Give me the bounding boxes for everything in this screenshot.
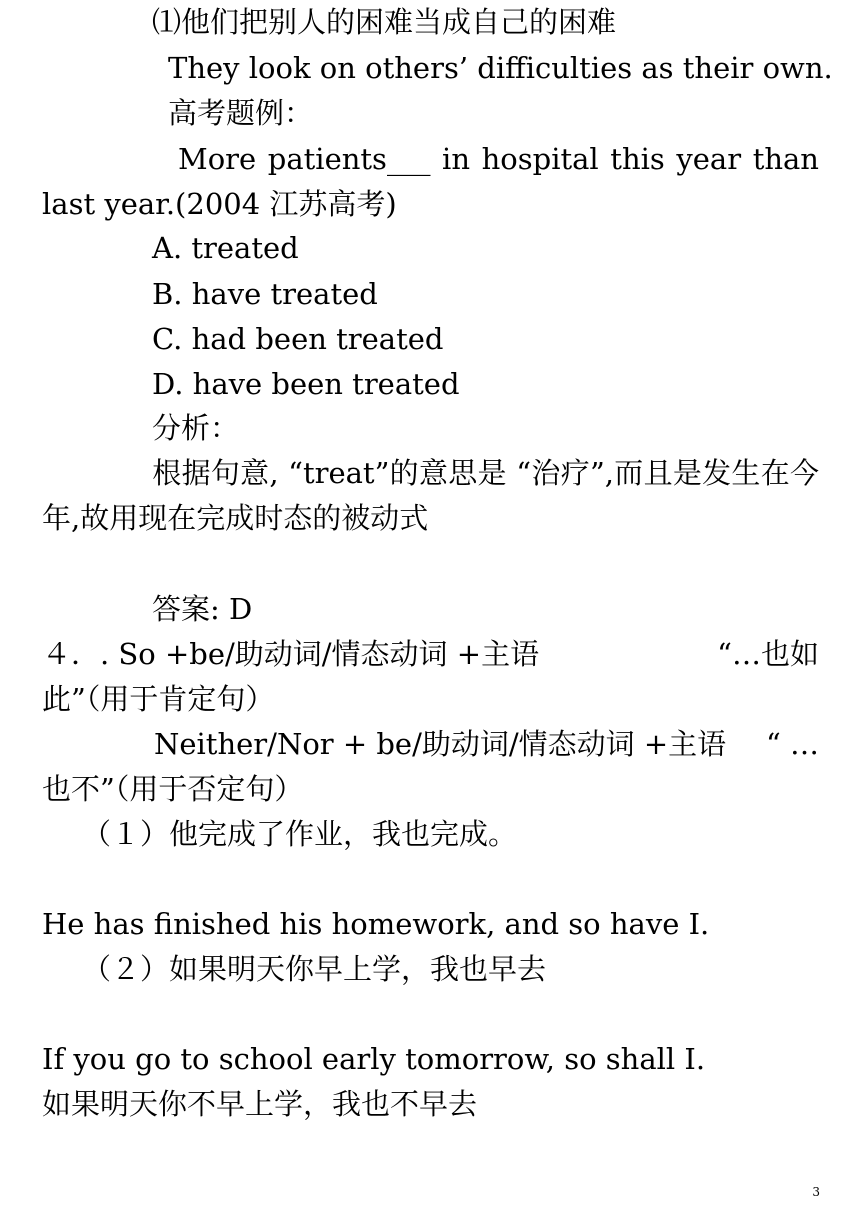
rule-so-text: ４．. So +be/助动词/情态动词 +主语 xyxy=(42,637,540,671)
example-so-1-chinese: （１）他完成了作业，我也完成。 xyxy=(82,817,518,851)
example-1-chinese: ⑴他们把别人的困难当成自己的困难 xyxy=(152,5,617,39)
example-so-2-chinese: （２）如果明天你早上学，我也早去 xyxy=(82,952,547,986)
rule-neither-continuation: 也不”（用于否定句） xyxy=(42,772,304,806)
rule-so-continuation: 此”（用于肯定句） xyxy=(42,682,275,716)
analysis-text xyxy=(42,451,819,541)
answer: 答案: D xyxy=(152,592,253,626)
page-number: 3 xyxy=(812,1185,820,1199)
rule-so-line xyxy=(42,636,819,672)
rule-neither-meaning: “ … xyxy=(765,727,819,761)
exam-example-heading: 高考题例： xyxy=(168,96,314,130)
example-neither-chinese: 如果明天你不早上学，我也不早去 xyxy=(42,1087,478,1121)
analysis-heading: 分析： xyxy=(152,411,240,445)
example-so-2-english: If you go to school early tomorrow, so shall I. xyxy=(42,1042,706,1076)
option-a: A. treated xyxy=(152,231,299,265)
exam-question xyxy=(42,137,819,227)
rule-neither-text: Neither/Nor + be/助动词/情态动词 +主语 xyxy=(154,727,727,761)
rule-so-meaning: “…也如 xyxy=(717,637,819,671)
option-d: D. have been treated xyxy=(152,367,460,401)
rule-neither-line xyxy=(42,726,819,762)
option-c: C. had been treated xyxy=(152,322,444,356)
example-so-1-english: He has finished his homework, and so have I. xyxy=(42,907,710,941)
exam-question-part1: More patients___ in hospital this year than last xyxy=(42,142,819,221)
option-b: B. have treated xyxy=(152,277,378,311)
exam-question-part2: year.(2004 江苏高考) xyxy=(104,187,397,221)
example-1-english: They look on others’ difficulties as their own. xyxy=(168,51,833,85)
analysis-text-content: 根据句意, “treat”的意思是 “治疗”,而且是发生在今年,故用现在完成时态的被动式 xyxy=(42,456,819,535)
